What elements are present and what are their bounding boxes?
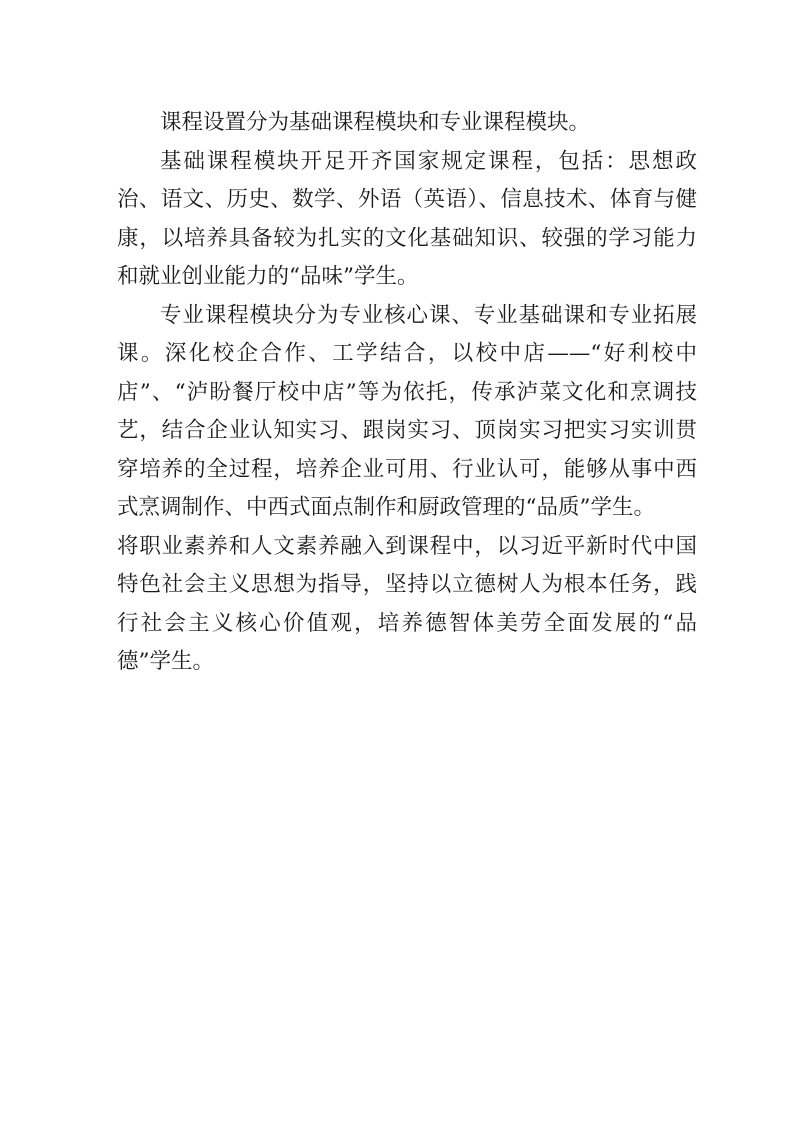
document-body [117,104,697,682]
paragraph-basic-courses: 基础课程模块开足开齐国家规定课程，包括：思想政治、语文、历史、数学、外语（英语）、信息技术、体育与健康，以培养具备较为扎实的文化基础知识、较强的学习能力和就业创业能力的“品味”学生。 [117,148,697,289]
paragraph-course-structure: 课程设置分为基础课程模块和专业课程模块。 [160,110,591,135]
paragraph-professional-courses: 专业课程模块分为专业核心课、专业基础课和专业拓展课。深化校企合作、工学结合，以校中店——“好利校中店”、“泸盼餐厅校中店”等为依托，传承泸菜文化和烹调技艺，结合企业认知实习、跟岗实习、顶岗实习把实习实训贯穿培养的全过程，培养企业可用、行业认可，能够从事中西式烹调制作、中西式面点制作和厨政管理的“品质”学生。 [117,302,697,520]
paragraph-moral-education: 将职业素养和人文素养融入到课程中，以习近平新时代中国特色社会主义思想为指导，坚持以立德树人为根本任务，践行社会主义核心价值观，培养德智体美劳全面发展的“品德”学生。 [117,533,697,674]
